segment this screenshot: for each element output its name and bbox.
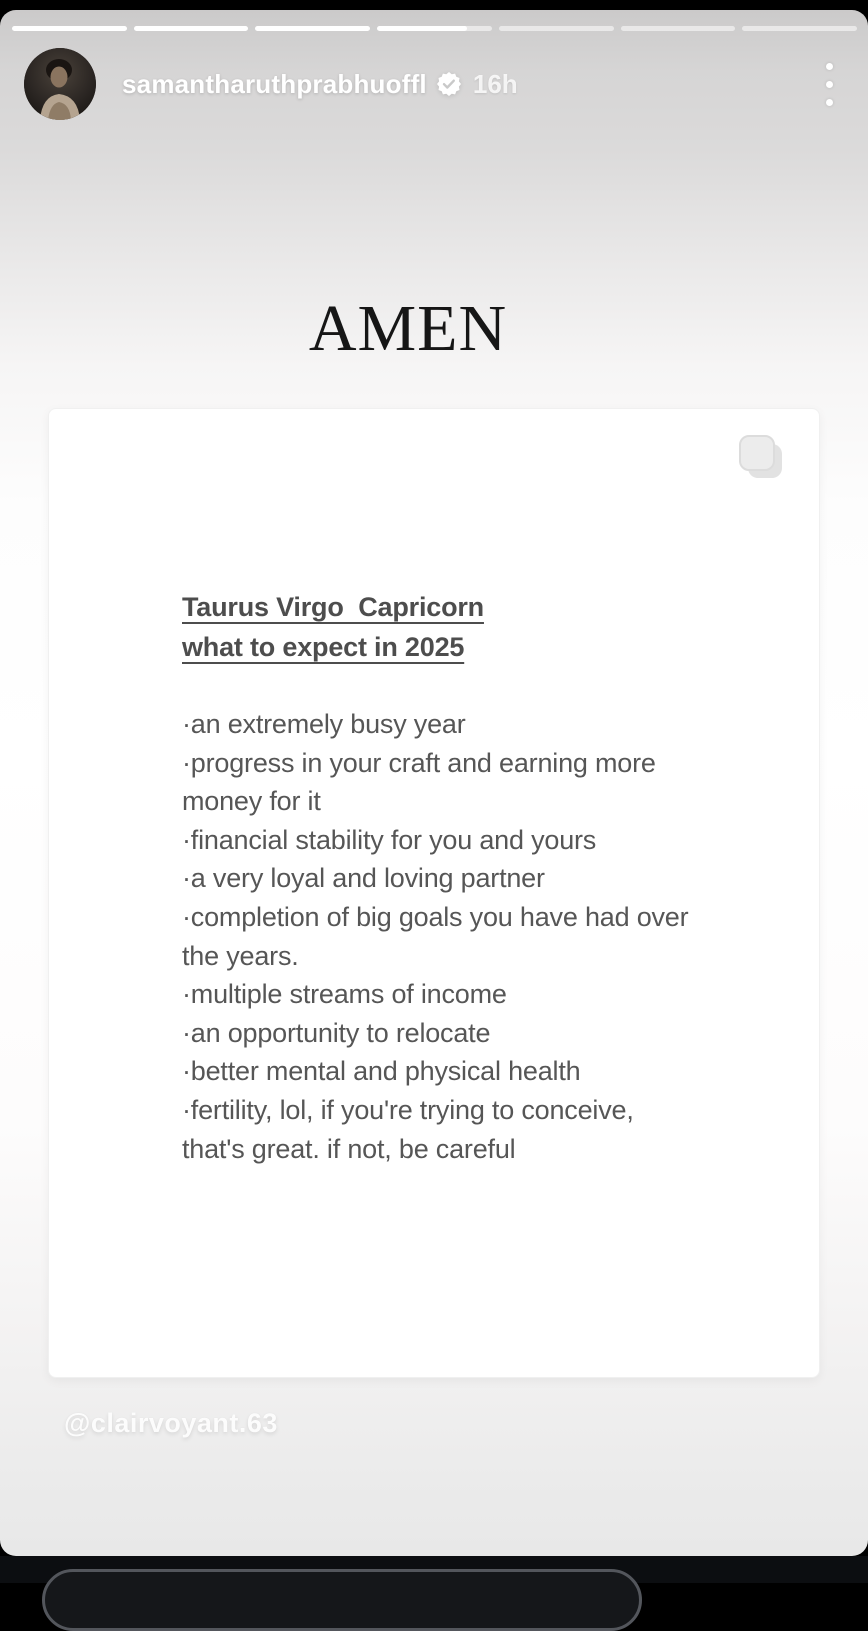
card-text-line: ·an opportunity to relocate: [182, 1017, 491, 1048]
overlay-title: AMEN: [308, 292, 508, 365]
kebab-dot: [826, 81, 833, 88]
kebab-menu-icon[interactable]: [814, 54, 844, 114]
card-text-line: ·completion of big goals you have had over: [182, 901, 689, 932]
username[interactable]: samantharuthprabhuoffl: [122, 68, 427, 99]
card-body: [182, 705, 762, 1168]
progress-segment: [621, 26, 736, 31]
reply-input[interactable]: [42, 1569, 642, 1631]
layers-icon-front: [739, 435, 775, 471]
kebab-dot: [826, 99, 833, 106]
progress-segment: [12, 26, 127, 31]
verified-badge-icon: [437, 72, 461, 96]
progress-segment: [499, 26, 614, 31]
story-viewport[interactable]: [0, 10, 868, 1556]
card-heading-line: what to expect in 2025: [182, 632, 465, 662]
card-text-line: ·financial stability for you and yours: [182, 824, 597, 855]
profile-photo: [24, 48, 96, 120]
card-text-line: that's great. if not, be careful: [182, 1133, 516, 1164]
progress-segment: [255, 26, 370, 31]
card-text-line: ·a very loyal and loving partner: [182, 863, 545, 894]
card-text-line: the years.: [182, 940, 299, 971]
card-text-line: ·fertility, lol, if you're trying to conceive,: [182, 1094, 634, 1125]
kebab-dot: [826, 63, 833, 70]
story-progress: [12, 26, 857, 31]
layers-icon: [739, 435, 783, 479]
card-text-line: ·multiple streams of income: [182, 979, 507, 1010]
progress-segment: [377, 26, 492, 31]
card-text-line: ·an extremely busy year: [182, 709, 466, 739]
story-timestamp: 16h: [472, 68, 518, 99]
card-text-line: money for it: [182, 786, 321, 817]
avatar[interactable]: [24, 48, 96, 120]
card-heading: [182, 587, 484, 667]
card-text-line: ·progress in your craft and earning more: [182, 747, 656, 778]
story-header: [24, 48, 844, 120]
progress-segment: [134, 26, 249, 31]
card-heading-line: Taurus Virgo Capricorn: [182, 592, 484, 622]
progress-segment: [742, 26, 857, 31]
mention-tag[interactable]: @clairvoyant.63: [64, 1408, 278, 1438]
content-card: [48, 408, 820, 1378]
card-text-line: ·better mental and physical health: [182, 1056, 581, 1087]
bottom-bar: [0, 1556, 868, 1583]
